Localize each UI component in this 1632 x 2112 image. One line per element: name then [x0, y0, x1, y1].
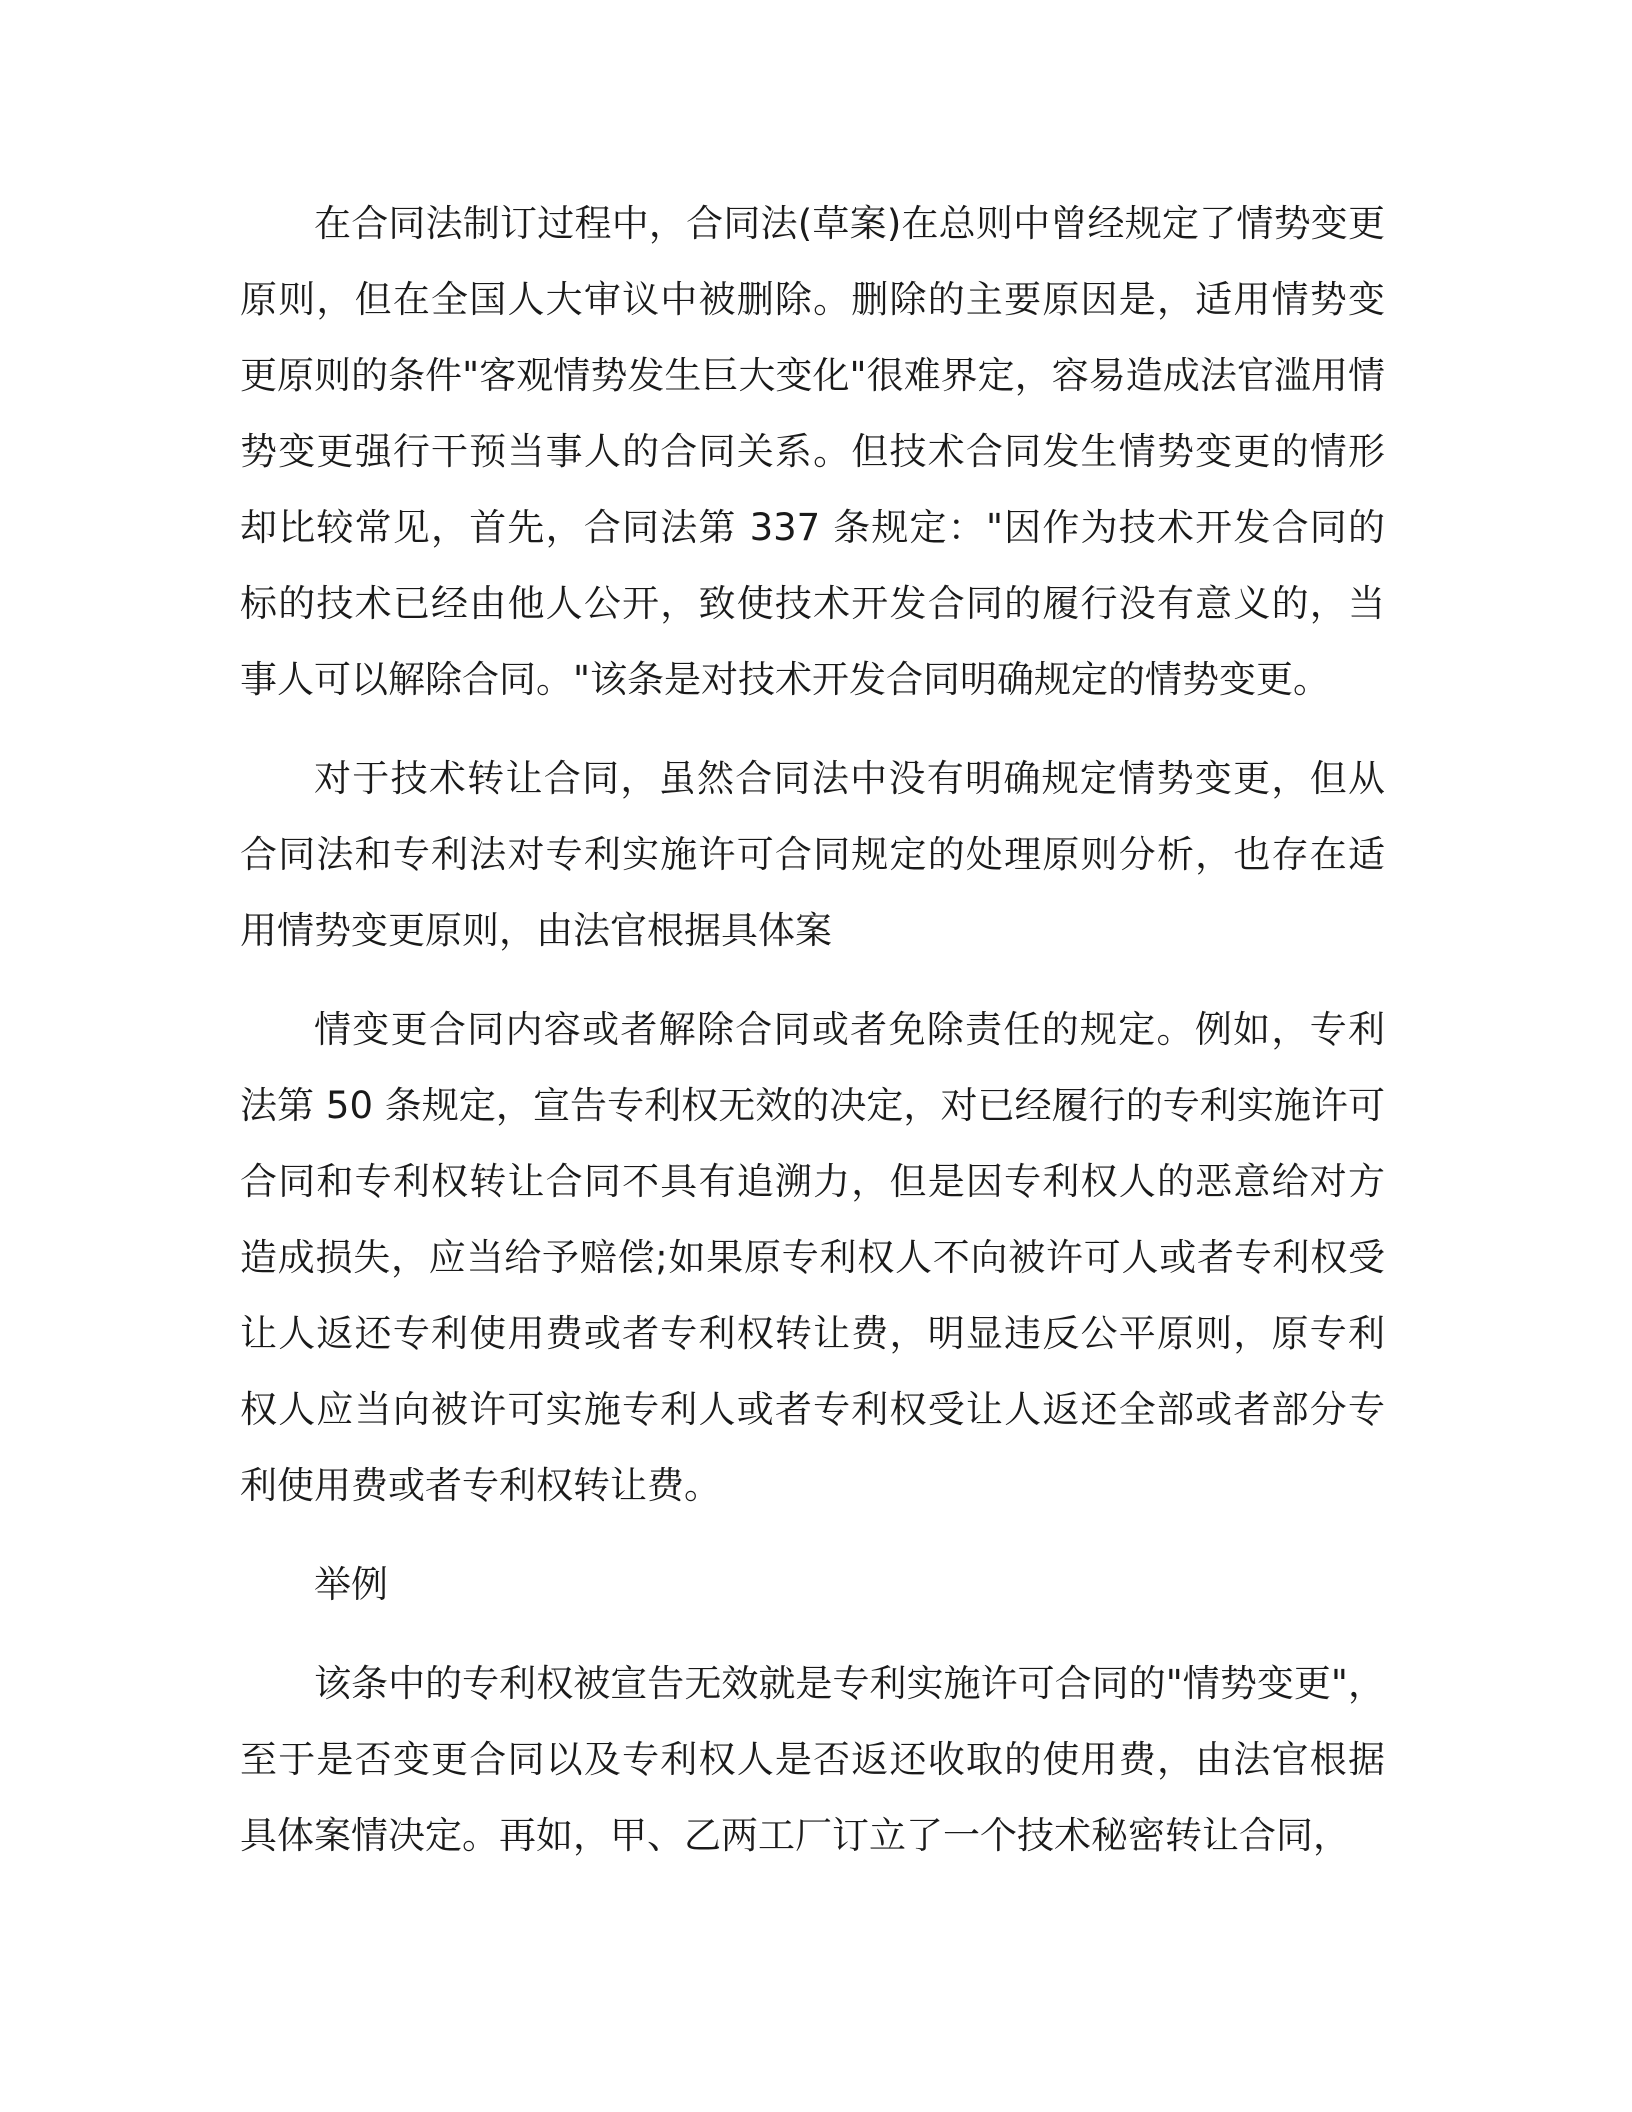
- paragraph-5: 该条中的专利权被宣告无效就是专利实施许可合同的"情势变更"，至于是否变更合同以及专利权人是否返还收取的使用费，由法官根据具体案情决定。再如，甲、乙两工厂订立了一个技术秘密转让合同，: [240, 1662, 1385, 1857]
- paragraph-4: 举例: [314, 1563, 388, 1606]
- paragraph-1: 在合同法制订过程中，合同法(草案)在总则中曾经规定了情势变更原则，但在全国人大审议中被删除。删除的主要原因是，适用情势变更原则的条件"客观情势发生巨大变化"很难界定，容易造成法官滥用情势变更强行干预当事人的合同关系。但技术合同发生情势变更的情形却比较常见，首先，合同法第 337 条规定："因作为技术开发合同的标的技术已经由他人公开，致使技术开发合同的履行没有意义的，当事人可以解除合同。"该条是对技术开发合同明确规定的情势变更。: [240, 202, 1385, 701]
- document-body: [240, 186, 1385, 1897]
- paragraph-2: 对于技术转让合同，虽然合同法中没有明确规定情势变更，但从合同法和专利法对专利实施许可合同规定的处理原则分析，也存在适用情势变更原则，由法官根据具体案: [240, 757, 1385, 952]
- paragraph-3: 情变更合同内容或者解除合同或者免除责任的规定。例如，专利法第 50 条规定，宣告专利权无效的决定，对已经履行的专利实施许可合同和专利权转让合同不具有追溯力，但是因专利权人的恶意给对方造成损失，应当给予赔偿;如果原专利权人不向被许可人或者专利权受让人返还专利使用费或者专利权转让费，明显违反公平原则，原专利权人应当向被许可实施专利人或者专利权受让人返还全部或者部分专利使用费或者专利权转让费。: [240, 1008, 1385, 1507]
